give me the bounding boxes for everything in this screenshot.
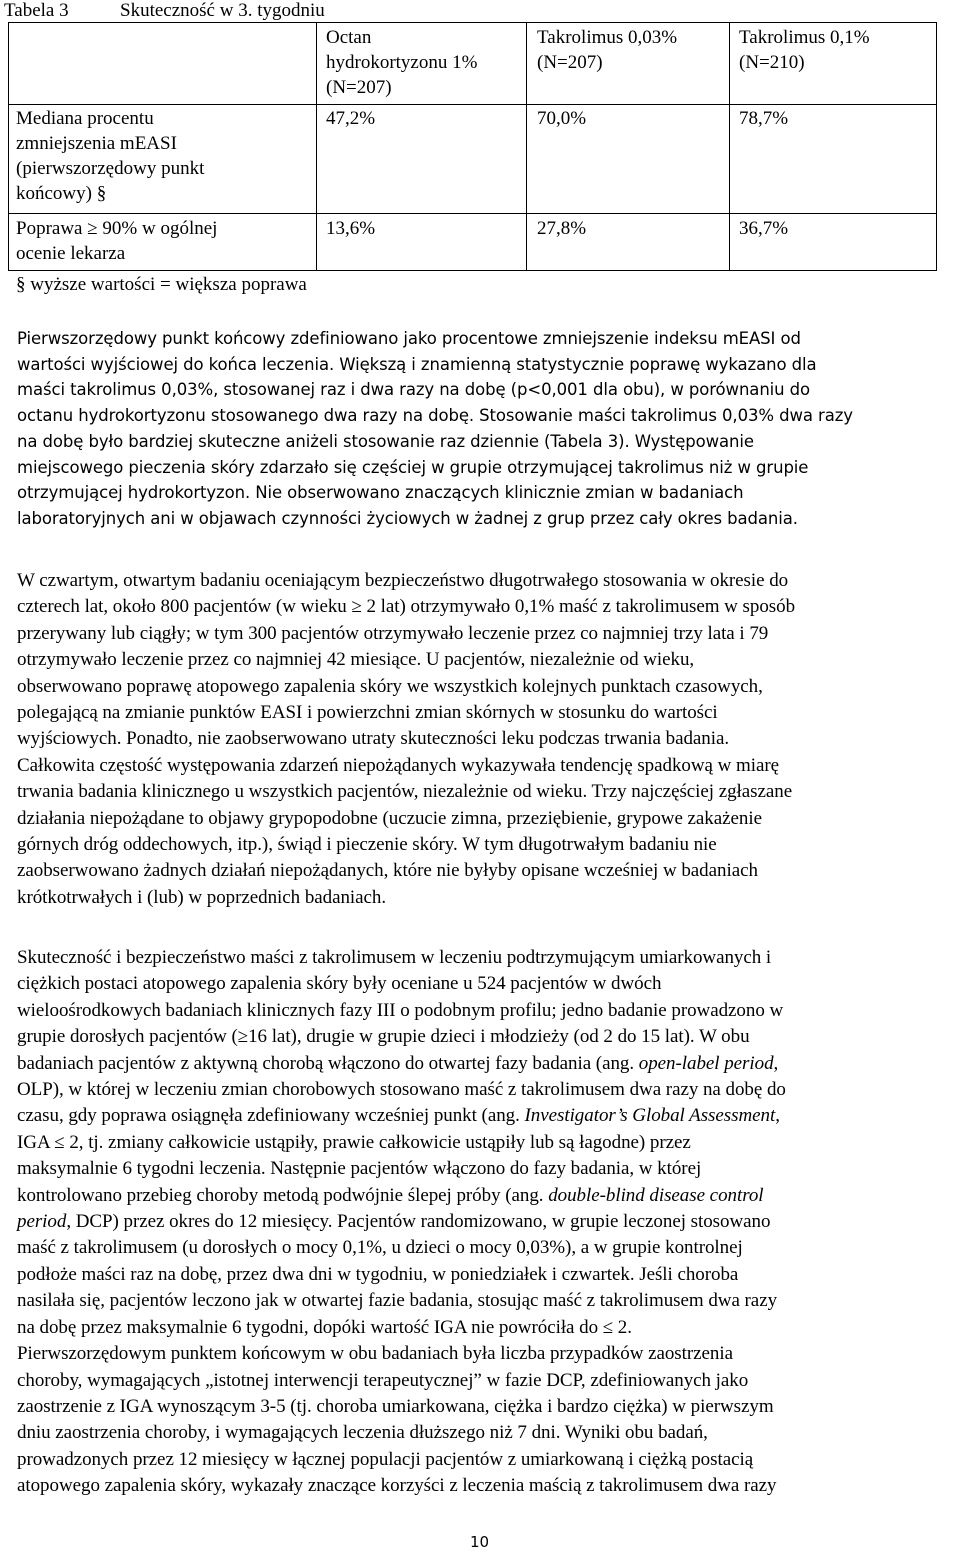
table-border (8, 22, 937, 23)
table-caption-title: Skuteczność w 3. tygodniu (120, 0, 325, 21)
italic-term: Investigator’s Global Assessment (524, 1105, 776, 1127)
paragraph-long-term-safety: W czwartym, otwartym badaniu oceniającym bezpieczeństwo długotrwałego stosowania w okresie do czterech lat, około 800 pacjentów (w wieku ≥ 2 lat) otrzymywało 0,1% maść z takrolimusem w sposób przerywany lub ciągły; w tym 300 pacjentów otrzymywało leczenie przez co najmniej trzy lata i 79 otrzymywało leczenie przez co najmniej 42 miesiące. U pacjentów, niezależnie od wieku, obserwowano poprawę atopowego zapalenia skóry we wszystkich kolejnych punktach czasowych, polegającą na zmianie punktów EASI i powierzchni zmian skórnych w stosunku do wartości wyjściowych. Ponadto, nie zaobserwowano utraty skuteczności leku podczas trwania badania. Całkowita częstość występowania zdarzeń niepożądanych wykazywała tendencję spadkową w miarę trwania badania klinicznego u wszystkich pacjentów, niezależnie od wieku. Trzy najczęściej zgłaszane działania niepożądane to objawy grypopodobne (uczucie zimna, przeziębienie, grypowe zakażenie górnych dróg oddechowych, itp.), świąd i pieczenie skóry. W tym długotrwałym badaniu nie zaobserwowano żadnych działań niepożądanych, które nie byłyby opisane wcześniej w badaniach krótkotrwałych i (lub) w poprzednich badaniach. (17, 570, 796, 908)
col-header-tacrolimus-003: Takrolimus 0,03% (N=207) (537, 27, 678, 73)
row-label-measi: Mediana procentu zmniejszenia mEASI (pierwszorzędowy punkt końcowy) § (16, 108, 205, 204)
table-cell: 70,0% (537, 108, 587, 129)
col-header-tacrolimus-01: Takrolimus 0,1% (N=210) (739, 27, 870, 73)
table-border (8, 270, 937, 271)
table-border (8, 213, 937, 214)
italic-term: open-label period (638, 1052, 774, 1074)
page-number: 10 (470, 1533, 490, 1551)
table-border (316, 22, 317, 270)
table-border (8, 22, 9, 270)
col-header-hydrocortisone: Octan hydrokortyzonu 1% (N=207) (326, 27, 478, 98)
italic-term: double-blind disease control (548, 1184, 764, 1206)
table-border (8, 104, 937, 105)
table-cell: 78,7% (739, 108, 789, 129)
table-cell: 47,2% (326, 108, 376, 129)
table-footnote: § wyższe wartości = większa poprawa (16, 274, 307, 295)
efficacy-table (4, 0, 938, 296)
italic-term: period (17, 1211, 67, 1233)
table-border (729, 22, 730, 270)
table-cell: 13,6% (326, 218, 376, 239)
paragraph-primary-endpoint: Pierwszorzędowy punkt końcowy zdefiniowano jako procentowe zmniejszenie indeksu mEASI od wartości wyjściowej do końca leczenia. Większą i znamienną statystycznie poprawę wykazano dla maści takrolimus 0,03%, stosowanej raz i dwa razy na dobę (p<0,001 dla obu), w porównaniu do octanu hydrokortyzonu stosowanego dwa razy na dobę. Stosowanie maści takrolimus 0,03% dwa razy na dobę było bardziej skuteczne aniżeli stosowanie raz dziennie (Tabela 3). Występowanie miejscowego pieczenia skóry zdarzało się częściej w grupie otrzymującej takrolimus niż w grupie otrzymującej hydrokortyzon. Nie obserwowano znaczących klinicznie zmian w badaniach laboratoryjnych ani w objawach czynności życiowych w żadnej z grup przez cały okres badania. (17, 329, 853, 528)
table-border (936, 22, 937, 270)
paragraph-maintenance-therapy: Skuteczność i bezpieczeństwo maści z takrolimusem w leczeniu podtrzymującym umiarkowanych i ciężkich postaci atopowego zapalenia skóry były oceniane u 524 pacjentów w dwóch wieloośrodkowych badaniach klinicznych fazy III o podobnym profilu; jedno badanie prowadzono w grupie dorosłych pacjentów (≥16 lat), drugie w grupie dzieci i młodzieży (od 2 do 15 lat). W obu badaniach pacjentów z aktywną chorobą włączono do otwartej fazy badania (ang. open-label period, OLP), w której w leczeniu zmian chorobowych stosowano maść z takrolimusem dwa razy na dobę do czasu, gdy poprawa osiągnęła zdefiniowany wcześniej punkt (ang. Investigator’s Global Assessment, IGA ≤ 2, tj. zmiany całkowicie ustąpiły, prawie całkowicie ustąpiły lub są łagodne) przez maksymalnie 6 tygodni leczenia. Następnie pacjentów włączono do fazy badania, w której kontrolowano przebieg choroby metodą podwójnie ślepej próby (ang. double-blind disease control period, DCP) przez okres do 12 miesięcy. Pacjentów randomizowano, w grupie leczonej stosowano maść z takrolimusem (u dorosłych o mocy 0,1%, u dzieci o mocy 0,03%), a w grupie kontrolnej podłoże maści raz na dobę, przez dwa dni w tygodniu, w poniedziałek i czwartek. Jeśli choroba nasilała się, pacjentów leczono jak w otwartej fazie badania, stosując maść z takrolimusem dwa razy na dobę przez maksymalnie 6 tygodni, dopóki wartość IGA nie powróciła do ≤ 2. Pierwszorzędowym punktem końcowym w obu badaniach była liczba przypadków zaostrzenia choroby, wymagających „istotnej interwencji terapeutycznej” w fazie DCP, zdefiniowanych jako zaostrzenie z IGA wynoszącym 3-5 (tj. choroba umiarkowana, ciężka i bardzo ciężka) w pierwszym dniu zaostrzenia choroby, i wymagających leczenia dłuższego niż 7 dni. Wyniki obu badań, prowadzonych przez 12 miesięcy w łącznej populacji pacjentów z umiarkowaną i ciężką postacią atopowego zapalenia skóry, wykazały znaczące korzyści z leczenia maścią z takrolimusem dwa razy (17, 947, 786, 1497)
row-label-physician: Poprawa ≥ 90% w ogólnej ocenie lekarza (16, 218, 218, 264)
table-cell: 27,8% (537, 218, 587, 239)
table-border (526, 22, 527, 270)
table-cell: 36,7% (739, 218, 789, 239)
table-caption-label: Tabela 3 (4, 0, 69, 21)
